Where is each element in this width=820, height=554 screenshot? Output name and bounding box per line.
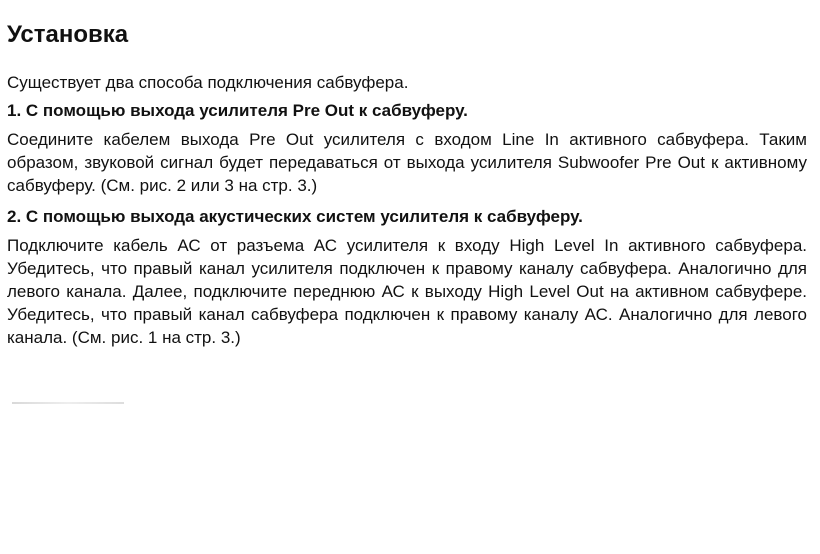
page-title: Установка (7, 21, 129, 48)
section-2-text: Подключите кабель АС от разъема АС усилителя к входу High Level In активного сабвуфера. Убедитесь, что правый канал усилителя подключен к правому каналу сабвуфера. Аналогично для левого канала. Далее, подключите переднюю АС к выходу High Level Out на активном сабвуфере. Убедитесь, что правый канал сабвуфера подключен к правому каналу АС. Аналогично для левого канала. (См. рис. 1 на стр. 3.) (7, 236, 807, 347)
section-1-heading: 1. С помощью выхода усилителя Pre Out к сабвуферу. (7, 101, 468, 120)
section-1-text: Соедините кабелем выхода Pre Out усилителя с входом Line In активного сабвуфера. Таким образом, звуковой сигнал будет передаваться от выхода усилителя Subwoofer Pre Out к активному сабвуферу. (См. рис. 2 или 3 на стр. 3.) (7, 130, 807, 195)
document-page (7, 20, 807, 349)
intro-text: Существует два способа подключения сабвуфера. (7, 73, 409, 92)
faint-scan-mark (12, 402, 124, 404)
section-2-heading: 2. С помощью выхода акустических систем усилителя к сабвуферу. (7, 207, 583, 226)
